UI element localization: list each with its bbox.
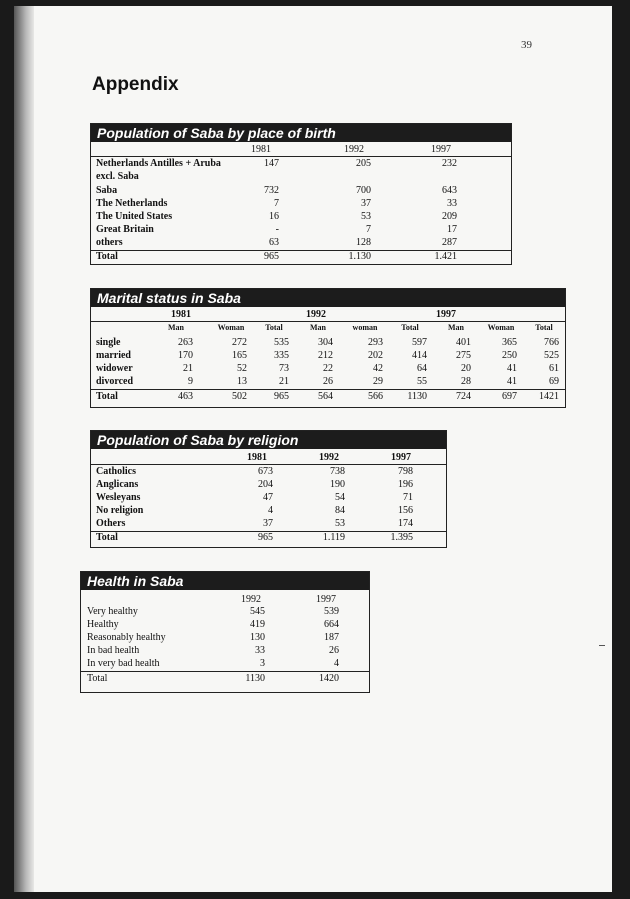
religion-cell: 196 (398, 479, 413, 490)
marital-row-label: widower (96, 363, 133, 374)
marital-cell: 535 (274, 337, 289, 348)
birth-year-1992: 1992 (344, 144, 364, 155)
marital-cell: 525 (544, 350, 559, 361)
marital-cell: 170 (178, 350, 193, 361)
marital-total-cell: 965 (274, 391, 289, 402)
marital-cell: 335 (274, 350, 289, 361)
health-row-label: In very bad health (87, 658, 160, 669)
health-cell: 539 (324, 606, 339, 617)
birth-row-label: Great Britain (96, 224, 154, 235)
marital-cell: 21 (183, 363, 193, 374)
birth-cell: 33 (447, 198, 457, 209)
religion-cell: 738 (330, 466, 345, 477)
marital-cell: 414 (412, 350, 427, 361)
birth-table (90, 123, 512, 265)
birth-row-label: Saba (96, 185, 118, 196)
religion-cell: 174 (398, 518, 413, 529)
marital-cell: 293 (368, 337, 383, 348)
religion-cell: 53 (335, 518, 345, 529)
marital-subhead: Woman (487, 323, 515, 332)
birth-cell: 700 (356, 185, 371, 196)
marital-total-cell: 697 (502, 391, 517, 402)
marital-cell: 766 (544, 337, 559, 348)
religion-cell: 190 (330, 479, 345, 490)
marital-total-cell: 1130 (407, 391, 427, 402)
health-row-label: In bad health (87, 645, 140, 656)
birth-cell: 643 (442, 185, 457, 196)
marital-total-cell: 463 (178, 391, 193, 402)
birth-total-label: Total (96, 251, 118, 262)
health-year-1992: 1992 (241, 594, 261, 605)
birth-cell: 37 (361, 198, 371, 209)
religion-cell: 47 (263, 492, 273, 503)
document-page (14, 6, 612, 892)
marital-cell: 69 (549, 376, 559, 387)
health-cell: 26 (329, 645, 339, 656)
birth-cell: 7 (274, 198, 279, 209)
health-row-label: Reasonably healthy (87, 632, 166, 643)
marital-cell: 365 (502, 337, 517, 348)
birth-cell: 205 (356, 158, 371, 169)
health-total-cell: 1130 (245, 673, 265, 684)
birth-cell: 232 (442, 158, 457, 169)
marital-cell: 275 (456, 350, 471, 361)
health-cell: 664 (324, 619, 339, 630)
religion-row-label: No religion (96, 505, 144, 516)
marital-row-label: single (96, 337, 121, 348)
birth-total-cell: 1.421 (434, 251, 457, 262)
page-title: Appendix (92, 74, 179, 95)
health-total-cell: 1420 (319, 673, 339, 684)
marital-cell: 250 (502, 350, 517, 361)
birth-row-label: The Netherlands (96, 198, 168, 209)
marital-subhead: Total (401, 323, 419, 332)
health-cell: 187 (324, 632, 339, 643)
religion-year-1992: 1992 (319, 452, 339, 463)
marital-cell: 21 (279, 376, 289, 387)
marital-subhead: Man (448, 323, 464, 332)
religion-cell: 204 (258, 479, 273, 490)
religion-total-label: Total (96, 532, 118, 543)
birth-cell: 7 (366, 224, 371, 235)
marital-year-1981: 1981 (171, 309, 191, 320)
religion-cell: 54 (335, 492, 345, 503)
marital-cell: 28 (461, 376, 471, 387)
religion-cell: 37 (263, 518, 273, 529)
margin-mark (599, 645, 605, 646)
marital-cell: 22 (323, 363, 333, 374)
birth-cell: 128 (356, 237, 371, 248)
birth-row-label: Netherlands Antilles + Aruba (96, 158, 221, 169)
religion-cell: 156 (398, 505, 413, 516)
marital-total-cell: 1421 (539, 391, 559, 402)
birth-cell: 53 (361, 211, 371, 222)
marital-cell: 9 (188, 376, 193, 387)
health-table (80, 571, 370, 693)
religion-year-1981: 1981 (247, 452, 267, 463)
birth-row-label: others (96, 237, 123, 248)
birth-cell: 147 (264, 158, 279, 169)
religion-year-1997: 1997 (391, 452, 411, 463)
religion-total-cell: 965 (258, 532, 273, 543)
marital-cell: 41 (507, 376, 517, 387)
marital-total-label: Total (96, 391, 118, 402)
birth-cell: - (275, 224, 279, 235)
birth-cell: 17 (447, 224, 457, 235)
religion-row-label: Anglicans (96, 479, 139, 490)
religion-total-cell: 1.395 (390, 532, 413, 543)
marital-total-cell: 724 (456, 391, 471, 402)
religion-total-cell: 1.119 (322, 532, 345, 543)
birth-year-1981: 1981 (251, 144, 271, 155)
marital-subhead: Total (535, 323, 553, 332)
birth-cell: 16 (269, 211, 279, 222)
religion-row-label: Catholics (96, 466, 136, 477)
religion-cell: 84 (335, 505, 345, 516)
birth-row-label: The United States (96, 211, 173, 222)
religion-row-label: Others (96, 518, 126, 529)
marital-total-cell: 502 (232, 391, 247, 402)
health-cell: 4 (334, 658, 339, 669)
marital-cell: 401 (456, 337, 471, 348)
religion-row-label: Wesleyans (96, 492, 141, 503)
marital-cell: 42 (373, 363, 383, 374)
religion-cell: 798 (398, 466, 413, 477)
marital-subhead: Man (168, 323, 184, 332)
marital-cell: 212 (318, 350, 333, 361)
health-row-label: Very healthy (87, 606, 138, 617)
religion-table-title: Population of Saba by religion (91, 431, 446, 449)
marital-year-1997: 1997 (436, 309, 456, 320)
marital-total-cell: 564 (318, 391, 333, 402)
marital-cell: 13 (237, 376, 247, 387)
marital-cell: 73 (279, 363, 289, 374)
marital-cell: 52 (237, 363, 247, 374)
marital-cell: 202 (368, 350, 383, 361)
birth-row-label: excl. Saba (96, 171, 139, 182)
marital-cell: 165 (232, 350, 247, 361)
marital-table-title: Marital status in Saba (91, 289, 565, 307)
birth-total-cell: 1.130 (348, 251, 371, 262)
marital-cell: 61 (549, 363, 559, 374)
health-total-label: Total (87, 673, 108, 684)
marital-cell: 41 (507, 363, 517, 374)
marital-cell: 64 (417, 363, 427, 374)
health-cell: 33 (255, 645, 265, 656)
religion-cell: 4 (268, 505, 273, 516)
health-cell: 3 (260, 658, 265, 669)
birth-cell: 63 (269, 237, 279, 248)
marital-cell: 597 (412, 337, 427, 348)
birth-cell: 287 (442, 237, 457, 248)
birth-total-cell: 965 (264, 251, 279, 262)
health-year-1997: 1997 (316, 594, 336, 605)
marital-cell: 20 (461, 363, 471, 374)
marital-year-1992: 1992 (306, 309, 326, 320)
health-table-title: Health in Saba (81, 572, 369, 590)
page-number: 39 (521, 39, 532, 51)
marital-cell: 272 (232, 337, 247, 348)
health-cell: 545 (250, 606, 265, 617)
marital-row-label: divorced (96, 376, 134, 387)
religion-table (90, 430, 447, 548)
marital-subhead: Man (310, 323, 326, 332)
marital-row-label: married (96, 350, 131, 361)
health-cell: 130 (250, 632, 265, 643)
religion-cell: 673 (258, 466, 273, 477)
birth-cell: 209 (442, 211, 457, 222)
birth-year-1997: 1997 (431, 144, 451, 155)
marital-table (90, 288, 566, 408)
birth-cell: 732 (264, 185, 279, 196)
marital-subhead: Total (265, 323, 283, 332)
marital-cell: 55 (417, 376, 427, 387)
health-cell: 419 (250, 619, 265, 630)
marital-total-cell: 566 (368, 391, 383, 402)
marital-cell: 263 (178, 337, 193, 348)
marital-subhead: woman (352, 323, 378, 332)
marital-cell: 29 (373, 376, 383, 387)
book-spine-shadow (14, 6, 34, 892)
marital-cell: 304 (318, 337, 333, 348)
marital-subhead: Woman (217, 323, 245, 332)
religion-cell: 71 (403, 492, 413, 503)
marital-cell: 26 (323, 376, 333, 387)
health-row-label: Healthy (87, 619, 119, 630)
birth-table-title: Population of Saba by place of birth (91, 124, 511, 142)
